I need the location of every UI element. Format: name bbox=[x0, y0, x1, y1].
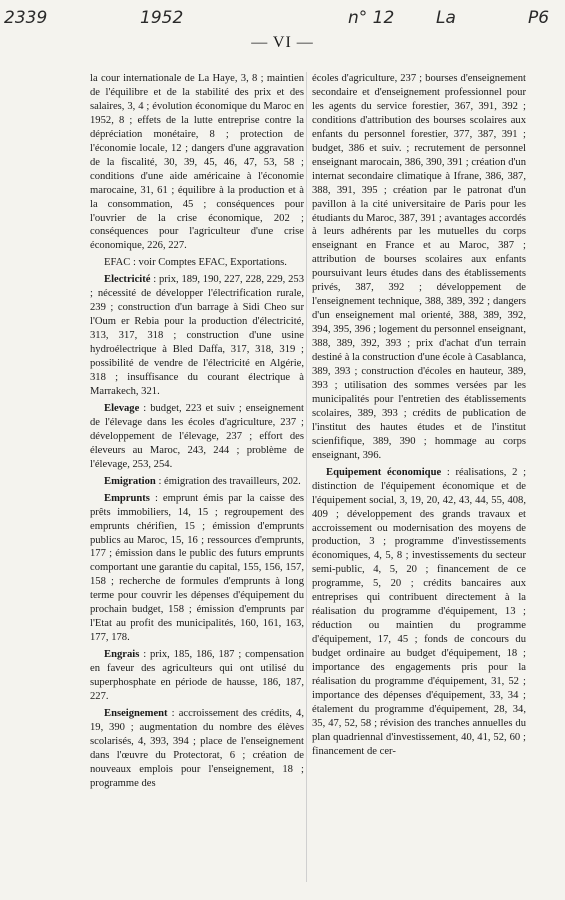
index-entry bbox=[90, 492, 304, 645]
index-entry bbox=[90, 707, 304, 791]
index-entry bbox=[312, 72, 526, 463]
index-entry bbox=[90, 475, 304, 489]
index-entry bbox=[90, 273, 304, 399]
index-entry-text: écoles d'agriculture, 237 ; bourses d'enseignement secondaire et d'enseignement professionnel pour les agents du service forestier, 367, 391, 392 ; conditions d'attribution des bourses scolaires aux enfants du personnel forestier, 377, 387, 391 ; budget, 386 et suiv. ; recrutement de personnel enseignant marocain, 386, 390, 391 ; création d'un internat secondaire climatique à Ifrane, 386, 387, 388, 391, 395 ; création par le patronat d'un pavillon à la cité universitaire de Paris pour les étudiants du Maroc, 387, 391 ; avantages accordés à leurs adhérents par les mutuelles du corps enseignant en France et au Maroc, 387 ; attribution de bourses scolaires aux enfants poursuivant leurs études dans des établissements privés, 387, 392 ; développement de l'enseignement technique, 388, 389, 392 ; dangers d'un enseignement mal orienté, 388, 389, 392, 394, 395, 396 ; logement du personnel enseignant, 388, 389, 392, 393 ; prix d'achat d'un terrain destiné à la construction d'une école à Casablanca, 389, 393 ; construction d'écoles en hauteur, 389, 393 ; utilisation des sommes versées par les municipalités pour l'entretien des établissements scolaires, 389, 393 ; crédits de publication de l'institut des hautes études et de l'institut scienfifique, 389, 390 ; hommage au corps enseignant, 396. bbox=[312, 73, 526, 461]
index-entry-text: : budget, 223 et suiv ; enseignement de l'élevage dans les écoles d'agriculture, 237 ; développement de l'élevage, 237 ; effort des éleveurs au Maroc, 243, 244 ; problème de l'élevage, 253, 254. bbox=[90, 402, 304, 470]
handwritten-extra: P6 bbox=[528, 8, 550, 28]
index-entry-text: : accroissement des crédits, 4, 19, 390 ; augmentation du nombre des élèves scolarisés, 4, 393, 394 ; place de l'enseignement dans l'œuvre du Protectorat, 6 ; création de nouveaux emplois pour l'enseignement, 18 ; programme des bbox=[90, 707, 304, 789]
index-column-right bbox=[312, 72, 526, 762]
index-entry bbox=[90, 648, 304, 704]
index-entry-heading: Equipement économique bbox=[326, 466, 442, 478]
handwritten-issue: n° 12 bbox=[348, 8, 395, 28]
index-entry-text: : prix, 185, 186, 187 ; compensation en faveur des agriculteurs qui ont utilisé du superphosphate en période de hausse, 186, 187, 227. bbox=[90, 649, 304, 702]
index-entry-text: : prix, 189, 190, 227, 228, 229, 253 ; nécessité de développer l'électrification rurale, 239 ; construction d'un barrage à Sidi Cheo sur l'Oum er Rebia pour la production d'électricité, 313, 317, 318 ; construction d'une usine hydroélectrique à Bled Daffa, 317, 318, 319 ; possibilité de vendre de l'électricité en Algérie, 318 ; insuffisance du courant électrique à Marrakech, 321. bbox=[90, 274, 304, 397]
index-entry-heading: Elevage bbox=[104, 402, 140, 414]
index-entry-heading: Emigration bbox=[104, 475, 156, 487]
index-entry bbox=[90, 256, 304, 270]
index-entry-heading: Engrais bbox=[104, 649, 140, 661]
page-folio: — VI — bbox=[251, 34, 314, 51]
index-column-left bbox=[90, 72, 304, 794]
index-entry-heading: Emprunts bbox=[104, 492, 150, 504]
index-entry-heading: Electricité bbox=[104, 274, 151, 286]
index-entry-text: la cour internationale de La Haye, 3, 8 ; maintien de l'équilibre et de la stabilité des prix et des salaires, 3, 4 ; évolution économique du Maroc en 1952, 8 ; effets de la lutte entreprise contre la dépréciation monétaire, 8 ; protection de l'économie locale, 12 ; dangers d'une aggravation de la fiscalité, 30, 39, 45, 46, 47, 53, 58 ; conditions d'une aide américaine à l'économie marocaine, 31, 61 ; équilibre à la production et à la consommation, 45 ; conséquences pour l'ouvrier de la crise économique, 202 ; conséquences pour l'agriculteur d'une crise économique, 226, 227. bbox=[90, 73, 304, 252]
index-entry bbox=[90, 72, 304, 253]
index-entry-text: : émigration des travailleurs, 202. bbox=[155, 475, 301, 487]
index-entry-text: : réalisations, 2 ; distinction de l'équipement économique et de l'équipement social, 3, 19, 20, 42, 43, 44, 55, 408, 409 ; développement des grands travaux et accroissement ou modernisation des moyens de production, 3 ; programme d'investissements économiques, 4, 5, 8 ; investissements du secteur semi-public, 4, 5, 20 ; financement de ce programme, 5, 20 ; crédits bancaires aux entreprises qui contribuent directement à la réalisation du programme d'équipement, 13 ; réduction ou maintien du programme d'équipement, 17, 45 ; fonds de concours du budget ordinaire au budget d'équipement, 18 ; importance des engagements pris pour la réalisation du programme d'équipement, 31, 52 ; importance des dépenses d'équipement, 33, 34 ; étalement du programme d'équipement, 28, 34, 35, 47, 52, 58 ; révision des tranches annuelles du plan quadriennal d'investissement, 40, 41, 52, 60 ; financement de cer- bbox=[312, 466, 527, 757]
handwritten-title-word: La bbox=[436, 8, 456, 28]
column-divider bbox=[306, 72, 307, 882]
index-entry-heading: Enseignement bbox=[104, 707, 168, 719]
index-entry bbox=[312, 466, 526, 759]
index-entry bbox=[90, 402, 304, 472]
handwritten-year: 1952 bbox=[140, 8, 184, 28]
index-entry-text: : emprunt émis par la caisse des prêts immobiliers, 14, 15 ; regroupement des emprunts chérifien, 15 ; émission d'emprunts publics au Maroc, 15, 16 ; ressources d'emprunts, 177 ; émission dans le public des futurs emprunts comportant une garantie du capital, 155, 156, 157, 158 ; recherche de formules d'emprunts à long terme pour couvrir les dépenses d'équipement du prochain budget, 158 ; émission d'emprunts par l'Etat au profit des municipalités, 160, 161, 163, 177, 178. bbox=[90, 492, 304, 644]
index-entry-text: EFAC : voir Comptes EFAC, Exportations. bbox=[104, 257, 287, 269]
handwritten-number: 2339 bbox=[4, 8, 48, 28]
